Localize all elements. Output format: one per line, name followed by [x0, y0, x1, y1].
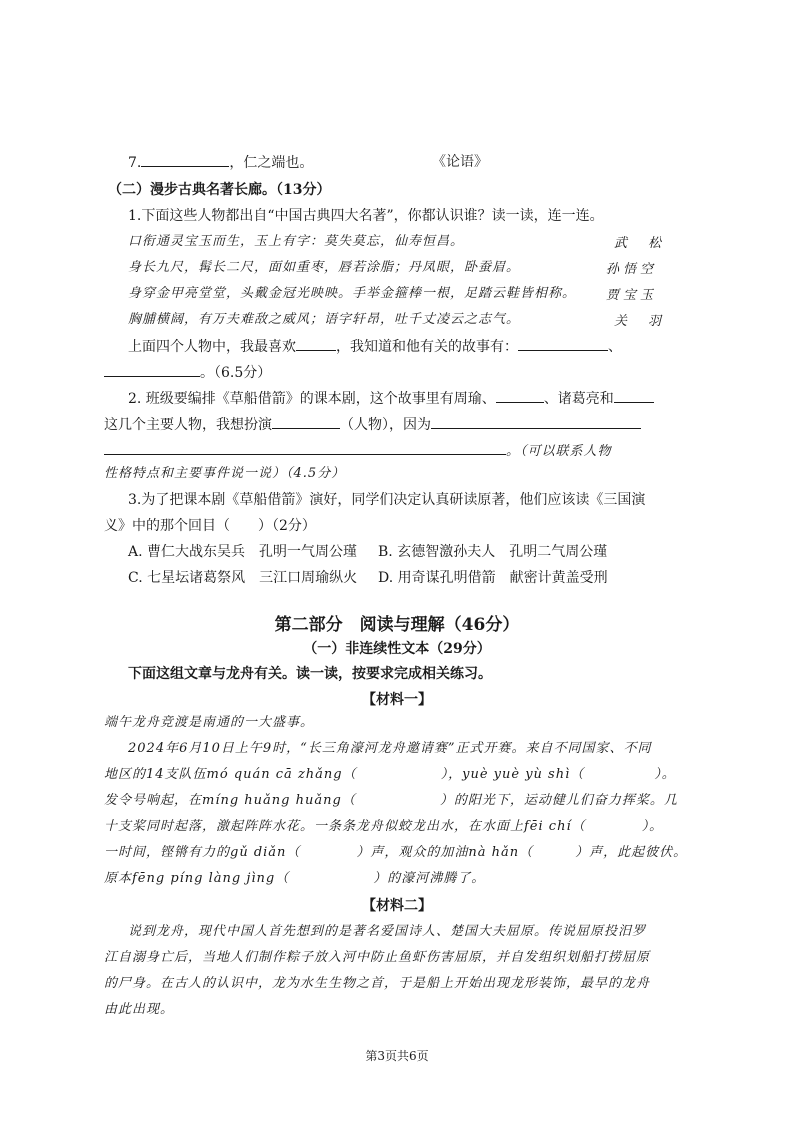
favorite-blank — [296, 336, 336, 351]
q2-blank-1 — [496, 388, 544, 403]
page-number: 第3页共6页 — [365, 1049, 429, 1063]
material-2-line: 江自溺身亡后，当地人们制作粽子放入河中防止鱼虾伤害屈原，并自发组织划船打捞屈原 — [104, 950, 651, 965]
option-a: A. 曹仁大战东吴兵 孔明一气周公瑾 — [128, 544, 358, 560]
q7-line — [128, 152, 313, 173]
q7-blank — [141, 152, 229, 167]
material-1-line: 十支桨同时起落，激起阵阵水花。一条条龙舟似蛟龙出水，在水面上fēi chí（ ）。 — [104, 819, 664, 834]
character-name-2: 孙悟空 — [606, 262, 658, 277]
q2-blank-2 — [614, 388, 654, 403]
story-blank-2 — [104, 362, 200, 377]
part-title: 第二部分 阅读与理解（46分） — [274, 615, 520, 635]
material-1-heading: 【材料一】 — [362, 692, 432, 708]
material-1-line: 端午龙舟竞渡是南通的一大盛事。 — [104, 715, 315, 730]
part-intro: 下面这组文章与龙舟有关。读一读，按要求完成相关练习。 — [128, 666, 492, 682]
character-name-4: 关 羽 — [614, 314, 666, 329]
section-title: （二）漫步古典名著长廊。（13分） — [108, 182, 331, 198]
material-1-line: 发令号响起，在míng huǎng huǎng（ ）的阳光下，运动健儿们奋力挥桨。几 — [104, 793, 678, 808]
description-2: 身长九尺，髯长二尺，面如重枣，唇若涂脂；丹凤眼，卧蚕眉。 — [128, 260, 521, 275]
material-2-line: 的尸身。在古人的认识中，龙为水生生物之首，于是船上开始出现龙形装饰，最早的龙舟 — [104, 976, 651, 991]
character-name-1: 武 松 — [614, 236, 666, 251]
material-1-line: 地区的14支队伍mó quán cā zhǎng（ ），yuè yuè yù shì（ ）。 — [104, 767, 676, 782]
material-1-line: 2024年6月10日上午9时，“长三角濠河龙舟邀请赛”正式开赛。来自不同国家、不同 — [128, 741, 652, 756]
q2-line-1: 2. 班级要编排《草船借箭》的课本剧，这个故事里有周瑜、 、诸葛亮和 — [128, 388, 654, 409]
description-3: 身穿金甲亮堂堂，头戴金冠光映映。手举金箍棒一根，足踏云鞋皆相称。 — [128, 286, 577, 301]
q2-reason-blank — [431, 414, 641, 429]
option-d: D. 用奇谋孔明借箭 献密计黄盖受刑 — [378, 570, 608, 586]
q2-line-2: 这几个主要人物，我想扮演 （人物），因为 — [104, 414, 641, 435]
q1-fill-line-2: 。（6.5分） — [104, 362, 271, 383]
material-2-line: 由此出现。 — [104, 1002, 175, 1017]
option-b: B. 玄德智激孙夫人 孔明二气周公瑾 — [378, 544, 608, 560]
q7-text: ，仁之端也。 — [229, 155, 314, 171]
material-1-line: 原本fēng píng làng jìng（ ）的濠河沸腾了。 — [104, 871, 486, 886]
q1-fill-line: 上面四个人物中，我最喜欢 ，我知道和他有关的故事有： 、 — [128, 336, 622, 357]
q2-role-blank — [272, 414, 340, 429]
description-4: 胸脯横阔，有万夫难敌之威风；语字轩昂，吐千丈凌云之志气。 — [128, 312, 521, 327]
part-subtitle: （一）非连续性文本（29分） — [303, 641, 491, 657]
q3-line-2: 义》中的那个回目（ ）（2分） — [104, 518, 316, 534]
q1-prompt: 1.下面这些人物都出自“中国古典四大名著”，你都认识谁？读一读，连一连。 — [128, 208, 604, 224]
q7-number: 7. — [128, 155, 142, 171]
q2-line-3: 。（可以联系人物 — [104, 440, 612, 462]
q2-line-4: 性格特点和主要事件说一说）（4.5分） — [104, 466, 346, 481]
material-2-line: 说到龙舟，现代中国人首先想到的是著名爱国诗人、楚国大夫屈原。传说屈原投汨罗 — [128, 924, 647, 939]
character-name-3: 贾宝玉 — [606, 288, 658, 303]
story-blank-1 — [518, 336, 608, 351]
material-1-line: 一时间，铿锵有力的gǔ diǎn（ ）声，观众的加油nà hǎn（ ）声，此起彼伏。 — [104, 845, 688, 860]
q7-source: 《论语》 — [432, 154, 488, 170]
option-c: C. 七星坛诸葛祭风 三江口周瑜纵火 — [128, 570, 358, 586]
material-2-heading: 【材料二】 — [362, 898, 432, 914]
q3-line-1: 3.为了把课本剧《草船借箭》演好，同学们决定认真研读原著，他们应该读《三国演 — [128, 492, 646, 508]
description-1: 口衔通灵宝玉而生，玉上有字：莫失莫忘，仙寿恒昌。 — [128, 234, 465, 249]
q2-reason-blank-2 — [104, 440, 506, 455]
